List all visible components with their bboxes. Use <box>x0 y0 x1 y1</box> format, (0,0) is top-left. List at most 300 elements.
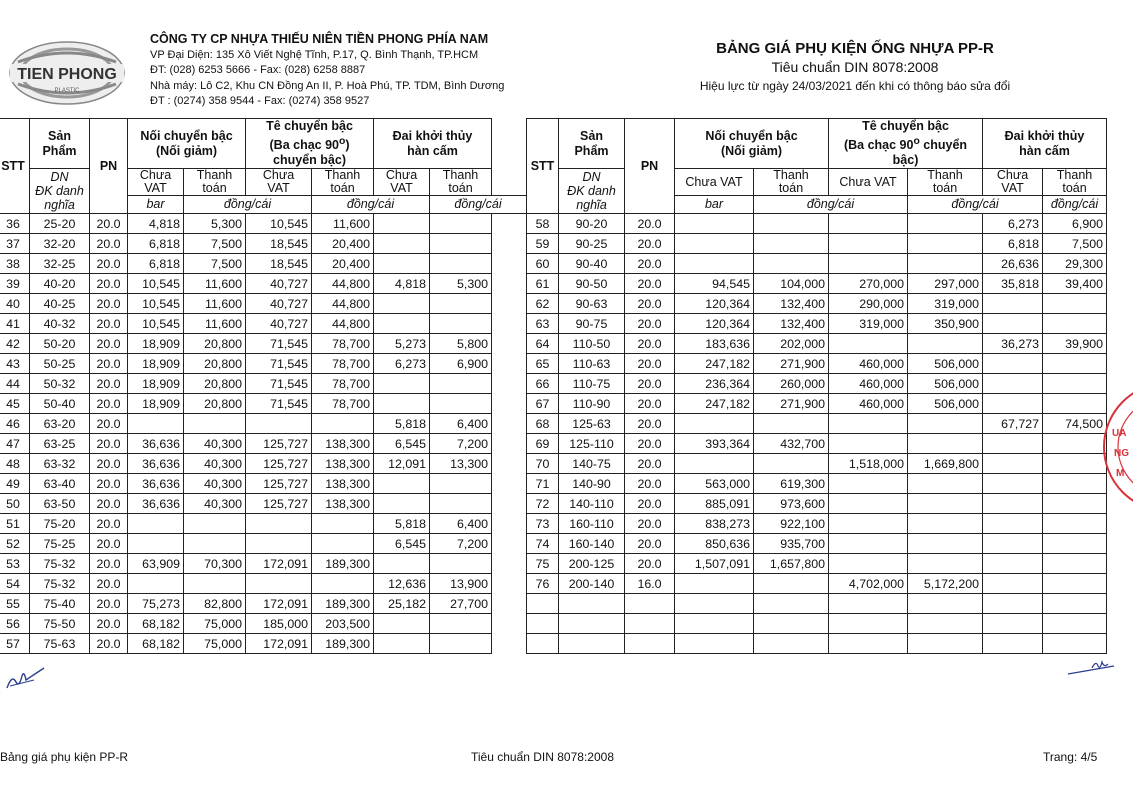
product-dn-cell: 200-140 <box>559 574 625 594</box>
product-dn-cell: 50-25 <box>30 354 90 374</box>
product-dn-cell: 75-40 <box>30 594 90 614</box>
tee-pay-cell: 138,300 <box>312 494 374 514</box>
saddle-pay-cell: 29,300 <box>1043 254 1107 274</box>
reducer-pay-cell: 271,900 <box>754 354 829 374</box>
saddle-pre-vat-cell <box>983 434 1043 454</box>
dn-header: DN ĐK danh nghĩa <box>30 169 90 214</box>
reducer-pre-vat-cell: 247,182 <box>675 394 754 414</box>
product-dn-cell: 32-20 <box>30 234 90 254</box>
reducer-pre-vat-cell <box>675 574 754 594</box>
table-row <box>527 334 1107 354</box>
tee-pay-cell <box>908 214 983 234</box>
product-dn-cell: 110-50 <box>559 334 625 354</box>
product-dn-cell: 40-32 <box>30 314 90 334</box>
company-logo <box>8 40 126 106</box>
reducer-pre-vat-cell: 10,545 <box>128 274 184 294</box>
tee-pay-cell: 138,300 <box>312 474 374 494</box>
stt-cell: 60 <box>527 254 559 274</box>
tee-pre-vat-cell: 172,091 <box>246 634 312 654</box>
tee-pay-cell: 506,000 <box>908 374 983 394</box>
reducer-pre-vat-cell: 236,364 <box>675 374 754 394</box>
tee-pre-vat-cell: 40,727 <box>246 274 312 294</box>
table-row <box>0 354 527 374</box>
reducer-header <box>675 119 829 169</box>
tee-pre-vat-cell: 460,000 <box>829 354 908 374</box>
stt-cell: 66 <box>527 374 559 394</box>
product-dn-cell: 160-110 <box>559 514 625 534</box>
tee-pay-cell <box>312 534 374 554</box>
pn-cell: 20.0 <box>625 294 675 314</box>
tee-pay-cell <box>908 554 983 574</box>
reducer-pay-cell <box>184 534 246 554</box>
reducer-pay-cell: 260,000 <box>754 374 829 394</box>
saddle-pay-cell <box>1043 394 1107 414</box>
tee-pre-vat-cell <box>829 494 908 514</box>
saddle-pay-cell: 6,900 <box>1043 214 1107 234</box>
pn-cell: 20.0 <box>625 494 675 514</box>
tee-pre-vat-cell: 125,727 <box>246 454 312 474</box>
pn-cell: 20.0 <box>625 434 675 454</box>
stt-cell: 56 <box>0 614 30 634</box>
saddle-pay-cell <box>430 394 492 414</box>
table-row <box>527 314 1107 334</box>
product-dn-cell: 75-32 <box>30 554 90 574</box>
tee-pre-vat-cell <box>829 594 908 614</box>
saddle-pay-cell: 7,200 <box>430 534 492 554</box>
stt-cell: 57 <box>0 634 30 654</box>
reducer-pay-cell: 20,800 <box>184 394 246 414</box>
saddle-pre-vat-cell <box>374 614 430 634</box>
reducer-pay-cell: 104,000 <box>754 274 829 294</box>
tee-pre-vat-cell: 4,702,000 <box>829 574 908 594</box>
stt-header: STT <box>527 119 559 214</box>
table-row <box>0 434 527 454</box>
reducer-pre-vat-cell: 4,818 <box>128 214 184 234</box>
saddle-pre-vat-header: Chưa VAT <box>374 169 430 196</box>
tee-pay-cell: 189,300 <box>312 634 374 654</box>
pn-cell: 20.0 <box>625 394 675 414</box>
tee-pre-vat-header: Chưa VAT <box>246 169 312 196</box>
saddle-pre-vat-cell <box>374 474 430 494</box>
dn-header: DN ĐK danh nghĩa <box>559 169 625 214</box>
stt-cell: 72 <box>527 494 559 514</box>
stt-cell: 59 <box>527 234 559 254</box>
reducer-header <box>128 119 246 169</box>
saddle-pre-vat-cell <box>983 554 1043 574</box>
saddle-pay-cell <box>430 314 492 334</box>
reducer-pay-cell: 40,300 <box>184 474 246 494</box>
product-dn-cell: 90-50 <box>559 274 625 294</box>
pn-cell <box>625 634 675 654</box>
tee-pre-vat-cell <box>829 554 908 574</box>
saddle-pay-cell <box>430 214 492 234</box>
pn-cell: 20.0 <box>625 414 675 434</box>
reducer-pay-cell: 973,600 <box>754 494 829 514</box>
table-row <box>527 534 1107 554</box>
tee-pay-cell: 138,300 <box>312 454 374 474</box>
pn-cell: 20.0 <box>90 594 128 614</box>
saddle-pre-vat-cell <box>374 254 430 274</box>
saddle-pay-cell <box>430 294 492 314</box>
stt-cell: 37 <box>0 234 30 254</box>
saddle-pre-vat-cell: 67,727 <box>983 414 1043 434</box>
saddle-header <box>374 119 492 169</box>
tee-pay-cell <box>908 514 983 534</box>
reducer-header-line1: Nối chuyển bậc <box>140 128 233 143</box>
table-row <box>0 314 527 334</box>
reducer-pay-cell <box>754 634 829 654</box>
tee-header-line1: Tê chuyển bậc <box>862 119 949 133</box>
stt-cell: 48 <box>0 454 30 474</box>
reducer-pay-cell: 271,900 <box>754 394 829 414</box>
product-dn-cell: 63-40 <box>30 474 90 494</box>
tee-pre-vat-cell: 125,727 <box>246 494 312 514</box>
saddle-pre-vat-cell: 6,818 <box>983 234 1043 254</box>
stt-cell: 64 <box>527 334 559 354</box>
footer-center: Tiêu chuẩn DIN 8078:2008 <box>471 750 614 764</box>
reducer-pay-cell <box>754 594 829 614</box>
reducer-pre-vat-cell: 563,000 <box>675 474 754 494</box>
product-dn-cell: 90-40 <box>559 254 625 274</box>
tee-pay-cell: 20,400 <box>312 254 374 274</box>
saddle-pay-cell: 39,900 <box>1043 334 1107 354</box>
table-row <box>0 334 527 354</box>
table-row <box>0 514 527 534</box>
tee-header: Tê chuyển bậc (Ba chạc 90$^o$ chuyển bậc) <box>829 119 983 169</box>
pn-cell: 20.0 <box>90 574 128 594</box>
reducer-pay-cell <box>754 454 829 474</box>
stt-cell: 45 <box>0 394 30 414</box>
saddle-pre-vat-cell: 25,182 <box>374 594 430 614</box>
reducer-pre-vat-cell: 68,182 <box>128 614 184 634</box>
reducer-pre-vat-cell: 6,818 <box>128 254 184 274</box>
tee-pay-cell <box>908 614 983 634</box>
reducer-pay-cell: 619,300 <box>754 474 829 494</box>
reducer-pre-vat-cell <box>128 414 184 434</box>
tee-pre-vat-cell: 40,727 <box>246 294 312 314</box>
product-dn-cell: 75-63 <box>30 634 90 654</box>
table-row <box>527 434 1107 454</box>
product-dn-cell: 32-25 <box>30 254 90 274</box>
tee-pre-vat-cell: 460,000 <box>829 394 908 414</box>
logo-subtext: PLASTIC <box>54 88 80 94</box>
pn-cell: 20.0 <box>625 514 675 534</box>
saddle-pay-cell: 5,300 <box>430 274 492 294</box>
pn-cell: 20.0 <box>625 374 675 394</box>
saddle-pre-vat-cell <box>983 634 1043 654</box>
reducer-pre-vat-cell: 850,636 <box>675 534 754 554</box>
tee-pre-vat-cell <box>829 214 908 234</box>
stt-cell: 46 <box>0 414 30 434</box>
product-dn-cell: 50-40 <box>30 394 90 414</box>
reducer-pre-vat-cell <box>128 534 184 554</box>
product-dn-cell: 40-25 <box>30 294 90 314</box>
reducer-pre-vat-cell <box>675 234 754 254</box>
document-title: BẢNG GIÁ PHỤ KIỆN ỐNG NHỰA PP-R <box>716 40 994 57</box>
tee-pre-vat-cell: 185,000 <box>246 614 312 634</box>
table-row <box>0 274 527 294</box>
saddle-pre-vat-cell <box>983 574 1043 594</box>
table-row <box>0 554 527 574</box>
tee-pre-vat-cell: 460,000 <box>829 374 908 394</box>
tee-pre-vat-cell <box>829 234 908 254</box>
stt-cell: 62 <box>527 294 559 314</box>
stt-cell: 39 <box>0 274 30 294</box>
pn-cell: 20.0 <box>90 274 128 294</box>
table-row <box>527 514 1107 534</box>
table-row <box>0 594 527 614</box>
stt-cell: 38 <box>0 254 30 274</box>
reducer-pre-vat-cell: 120,364 <box>675 294 754 314</box>
pn-cell: 20.0 <box>90 394 128 414</box>
table-row <box>0 374 527 394</box>
table-row <box>0 474 527 494</box>
product-dn-cell: 63-20 <box>30 414 90 434</box>
signature-right <box>1066 656 1118 680</box>
saddle-pre-vat-cell: 6,273 <box>374 354 430 374</box>
reducer-pay-cell: 132,400 <box>754 294 829 314</box>
stt-cell: 70 <box>527 454 559 474</box>
stt-cell: 65 <box>527 354 559 374</box>
tee-pre-vat-cell: 125,727 <box>246 474 312 494</box>
stt-cell: 44 <box>0 374 30 394</box>
stt-cell <box>527 634 559 654</box>
reducer-pre-vat-cell <box>675 634 754 654</box>
pn-cell: 20.0 <box>625 474 675 494</box>
table-row <box>527 494 1107 514</box>
reducer-pre-vat-cell: 94,545 <box>675 274 754 294</box>
stt-cell: 69 <box>527 434 559 454</box>
saddle-pay-cell: 13,900 <box>430 574 492 594</box>
pn-cell: 20.0 <box>90 634 128 654</box>
pn-cell: 20.0 <box>90 294 128 314</box>
tee-pre-vat-cell: 71,545 <box>246 374 312 394</box>
reducer-pay-cell: 40,300 <box>184 454 246 474</box>
tee-pay-cell <box>908 534 983 554</box>
saddle-pre-vat-header: Chưa VAT <box>983 169 1043 196</box>
table-row <box>0 614 527 634</box>
saddle-pay-cell: 74,500 <box>1043 414 1107 434</box>
reducer-pre-vat-cell <box>675 614 754 634</box>
table-row <box>0 214 527 234</box>
table-body-right <box>527 214 1107 654</box>
stt-cell: 76 <box>527 574 559 594</box>
reducer-header-line2: (Nối giảm) <box>155 143 218 158</box>
tee-pay-cell <box>908 334 983 354</box>
tee-pay-cell: 44,800 <box>312 294 374 314</box>
saddle-pre-vat-cell <box>983 354 1043 374</box>
tee-pay-cell: 506,000 <box>908 354 983 374</box>
reducer-pre-vat-cell: 36,636 <box>128 494 184 514</box>
pn-cell: 20.0 <box>90 434 128 454</box>
stt-cell: 74 <box>527 534 559 554</box>
pn-cell: 20.0 <box>625 214 675 234</box>
tee-pay-cell: 78,700 <box>312 354 374 374</box>
signature-left <box>4 662 48 692</box>
reducer-pay-cell <box>754 234 829 254</box>
saddle-pay-cell <box>430 254 492 274</box>
tee-pay-cell <box>908 434 983 454</box>
saddle-pre-vat-cell: 6,545 <box>374 434 430 454</box>
saddle-pay-cell: 6,400 <box>430 414 492 434</box>
stt-cell: 53 <box>0 554 30 574</box>
factory-address: Nhà máy: Lô C2, Khu CN Đồng An II, P. Hoà Phú, TP. TDM, Bình Dương <box>150 79 505 92</box>
pn-cell: 20.0 <box>90 314 128 334</box>
pn-cell: 20.0 <box>90 514 128 534</box>
saddle-pre-vat-cell <box>374 494 430 514</box>
reducer-pre-vat-cell: 393,364 <box>675 434 754 454</box>
saddle-pay-cell: 6,900 <box>430 354 492 374</box>
product-dn-cell: 125-63 <box>559 414 625 434</box>
table-row <box>527 454 1107 474</box>
saddle-pay-cell: 39,400 <box>1043 274 1107 294</box>
pn-cell: 20.0 <box>625 334 675 354</box>
pn-cell: 20.0 <box>90 454 128 474</box>
tee-pre-vat-cell: 319,000 <box>829 314 908 334</box>
reducer-pay-cell: 40,300 <box>184 434 246 454</box>
tee-pay-cell: 138,300 <box>312 434 374 454</box>
product-dn-cell: 40-20 <box>30 274 90 294</box>
pn-cell: 20.0 <box>625 234 675 254</box>
tee-pay-cell: 319,000 <box>908 294 983 314</box>
reducer-pre-vat-cell: 18,909 <box>128 334 184 354</box>
tee-pay-cell: 20,400 <box>312 234 374 254</box>
tee-pre-vat-cell <box>246 574 312 594</box>
tee-pay-cell: 1,669,800 <box>908 454 983 474</box>
reducer-pay-cell: 20,800 <box>184 354 246 374</box>
product-dn-cell: 110-75 <box>559 374 625 394</box>
table-row <box>527 414 1107 434</box>
saddle-pay-header: Thanh toán <box>430 169 492 196</box>
document-standard: Tiêu chuẩn DIN 8078:2008 <box>771 59 939 75</box>
tee-pay-cell: 44,800 <box>312 274 374 294</box>
tee-header-line2: (Ba chạc 90 <box>269 138 339 153</box>
table-row <box>0 294 527 314</box>
tee-pay-cell: 44,800 <box>312 314 374 334</box>
reducer-pre-vat-cell: 36,636 <box>128 434 184 454</box>
pn-cell: 20.0 <box>90 374 128 394</box>
reducer-pay-cell: 75,000 <box>184 614 246 634</box>
tee-pre-vat-cell: 71,545 <box>246 334 312 354</box>
saddle-header <box>983 119 1107 169</box>
stt-cell: 71 <box>527 474 559 494</box>
reducer-pay-cell: 7,500 <box>184 234 246 254</box>
saddle-pay-cell <box>1043 494 1107 514</box>
product-header: Sản Phẩm <box>30 119 90 169</box>
reducer-pay-cell: 922,100 <box>754 514 829 534</box>
svg-text:UA: UA <box>1112 428 1127 439</box>
tee-pay-cell: 203,500 <box>312 614 374 634</box>
reducer-pre-vat-cell <box>128 514 184 534</box>
pn-cell: 20.0 <box>90 614 128 634</box>
reducer-pay-cell: 7,500 <box>184 254 246 274</box>
table-row <box>527 634 1107 654</box>
tee-pre-vat-cell: 1,518,000 <box>829 454 908 474</box>
reducer-pay-cell: 82,800 <box>184 594 246 614</box>
tee-pay-cell <box>908 414 983 434</box>
reducer-header-line2: (Nối giảm) <box>720 143 783 158</box>
tee-pre-vat-cell: 172,091 <box>246 554 312 574</box>
reducer-pre-vat-cell: 183,636 <box>675 334 754 354</box>
saddle-pre-vat-cell: 5,273 <box>374 334 430 354</box>
reducer-pre-vat-cell: 247,182 <box>675 354 754 374</box>
reducer-pay-cell: 20,800 <box>184 334 246 354</box>
unit-price-saddle: đồng/cái <box>1043 196 1107 214</box>
saddle-pay-cell: 7,500 <box>1043 234 1107 254</box>
degree-sign: o <box>913 136 920 147</box>
reducer-pre-vat-cell: 1,507,091 <box>675 554 754 574</box>
saddle-pre-vat-cell: 5,818 <box>374 514 430 534</box>
factory-phone: ĐT : (0274) 358 9544 - Fax: (0274) 358 9527 <box>150 95 370 107</box>
saddle-pre-vat-cell: 4,818 <box>374 274 430 294</box>
tee-pay-cell <box>908 594 983 614</box>
product-dn-cell: 200-125 <box>559 554 625 574</box>
tee-pre-vat-cell: 18,545 <box>246 254 312 274</box>
table-row <box>0 254 527 274</box>
tee-header-line1: Tê chuyển bậc <box>266 119 353 133</box>
reducer-pay-cell <box>184 514 246 534</box>
table-row <box>0 234 527 254</box>
pn-cell: 20.0 <box>625 254 675 274</box>
tee-pay-cell <box>312 574 374 594</box>
pn-cell: 20.0 <box>90 534 128 554</box>
reducer-pre-vat-cell <box>675 594 754 614</box>
tee-pre-vat-cell <box>829 334 908 354</box>
stt-cell: 41 <box>0 314 30 334</box>
product-dn-cell: 63-32 <box>30 454 90 474</box>
stt-cell: 68 <box>527 414 559 434</box>
table-row <box>527 394 1107 414</box>
table-row <box>527 554 1107 574</box>
product-dn-cell: 63-50 <box>30 494 90 514</box>
saddle-pay-cell: 6,400 <box>430 514 492 534</box>
table-body-left <box>0 214 527 654</box>
tee-pay-cell: 78,700 <box>312 394 374 414</box>
tee-pay-cell: 350,900 <box>908 314 983 334</box>
reducer-pre-vat-cell <box>128 574 184 594</box>
tee-header: Tê chuyển bậc (Ba chạc 90$^o$) chuyển bậc) <box>246 119 374 169</box>
reducer-pre-vat-cell: 36,636 <box>128 454 184 474</box>
tee-header-line3: chuyển bậc) <box>273 153 346 168</box>
saddle-pre-vat-cell: 26,636 <box>983 254 1043 274</box>
table-row <box>0 634 527 654</box>
saddle-header-line1: Đai khởi thủy <box>392 128 473 143</box>
reducer-pre-vat-cell: 18,909 <box>128 354 184 374</box>
tee-header-line2: (Ba chạc 90 <box>843 138 914 153</box>
reducer-pay-cell: 40,300 <box>184 494 246 514</box>
product-dn-cell: 75-20 <box>30 514 90 534</box>
unit-price-saddle: đồng/cái <box>430 196 527 214</box>
product-dn-cell <box>559 634 625 654</box>
saddle-header-line2: hàn cấm <box>1019 143 1070 158</box>
reducer-pre-vat-cell <box>675 254 754 274</box>
pn-cell: 20.0 <box>90 474 128 494</box>
saddle-pay-cell <box>1043 514 1107 534</box>
table-row <box>527 274 1107 294</box>
office-phone: ĐT: (028) 6253 5666 - Fax: (028) 6258 8887 <box>150 64 366 76</box>
tee-pay-cell: 78,700 <box>312 374 374 394</box>
stt-cell: 73 <box>527 514 559 534</box>
saddle-pre-vat-cell <box>983 534 1043 554</box>
svg-text:NG: NG <box>1114 448 1129 459</box>
table-row <box>527 234 1107 254</box>
saddle-pre-vat-cell: 35,818 <box>983 274 1043 294</box>
reducer-pre-vat-cell: 838,273 <box>675 514 754 534</box>
stt-cell: 58 <box>527 214 559 234</box>
pn-cell: 20.0 <box>625 454 675 474</box>
price-table-left <box>0 118 527 654</box>
saddle-pay-cell <box>1043 434 1107 454</box>
